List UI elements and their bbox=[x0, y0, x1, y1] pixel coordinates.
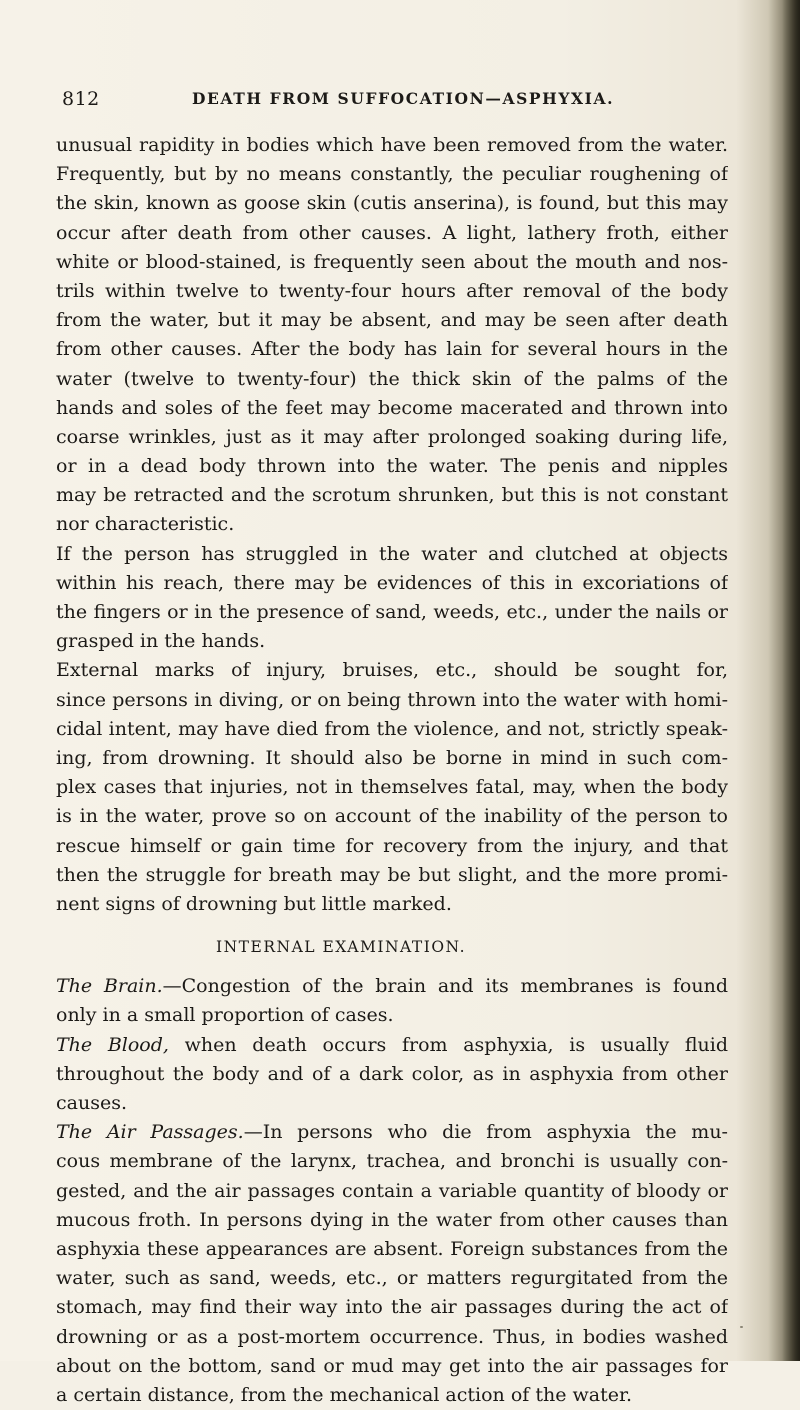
text-line: water, such as sand, weeds, etc., or matters regurgitated from the bbox=[56, 1267, 728, 1290]
text-line: stomach, may find their way into the air passages during the act of bbox=[56, 1296, 728, 1319]
text-line: unusual rapidity in bodies which have been removed from the water. bbox=[56, 134, 728, 156]
paragraph-drowning-signs bbox=[56, 131, 728, 540]
text-line: within his reach, there may be evidences of this in excoriations of bbox=[56, 571, 728, 594]
text-line bbox=[56, 1118, 728, 1147]
paragraph-blood bbox=[56, 1031, 728, 1119]
paragraph-external-injury bbox=[56, 656, 728, 919]
paragraph-brain bbox=[56, 972, 728, 1030]
running-head: DEATH FROM SUFFOCATION—ASPHYXIA. bbox=[192, 89, 615, 108]
page-number: 812 bbox=[62, 88, 100, 110]
text-line: the fingers or in the presence of sand, weeds, etc., under the nails or bbox=[56, 601, 728, 623]
text-line: or in a dead body thrown into the water. The penis and nipples bbox=[56, 455, 728, 478]
paper-speck bbox=[740, 1326, 743, 1328]
text-line: External marks of injury, bruises, etc., should be sought for, bbox=[56, 659, 728, 682]
text-line: rescue himself or gain time for recovery from the injury, and that bbox=[56, 834, 728, 857]
text-line: ing, from drowning. It should also be borne in mind in such com- bbox=[56, 746, 728, 769]
text-line: gested, and the air passages contain a variable quantity of bloody or bbox=[56, 1179, 728, 1202]
text-line: asphyxia these appearances are absent. Foreign substances from the bbox=[56, 1237, 728, 1260]
body-text bbox=[56, 131, 728, 1410]
subheading-blood: The Blood, bbox=[56, 1033, 169, 1056]
subheading-air-passages: The Air Passages. bbox=[56, 1121, 244, 1144]
air-first-line: —In persons who die from asphyxia the mu- bbox=[243, 1121, 728, 1144]
blood-first-line: when death occurs from asphyxia, is usually fluid bbox=[168, 1033, 728, 1056]
text-line: water (twelve to twenty-four) the thick skin of the palms of the bbox=[56, 367, 728, 390]
text-line: nent signs of drowning but little marked. bbox=[56, 892, 452, 915]
text-line: coarse wrinkles, just as it may after prolonged soaking during life, bbox=[56, 425, 728, 448]
text-line: throughout the body and of a dark color, as in asphyxia from other bbox=[56, 1062, 728, 1085]
text-line: about on the bottom, sand or mud may get into the air passages for bbox=[56, 1354, 728, 1377]
section-heading: INTERNAL EXAMINATION. bbox=[216, 938, 467, 957]
text-line: cous membrane of the larynx, trachea, and bronchi is usually con- bbox=[56, 1150, 728, 1173]
text-line: white or blood-stained, is frequently seen about the mouth and nos- bbox=[56, 250, 728, 273]
text-line: drowning or as a post-mortem occurrence. Thus, in bodies washed bbox=[56, 1325, 728, 1348]
text-line: grasped in the hands. bbox=[56, 630, 266, 653]
text-line: nor characteristic. bbox=[56, 513, 235, 536]
text-line: a certain distance, from the mechanical action of the water. bbox=[56, 1383, 633, 1406]
paragraph-air-passages bbox=[56, 1118, 728, 1410]
brain-first-line: —Congestion of the brain and its membranes is found bbox=[162, 975, 728, 998]
text-line: is in the water, prove so on account of the inability of the person to bbox=[56, 805, 728, 828]
paragraph-struggle-evidence bbox=[56, 540, 728, 657]
text-line: Frequently, but by no means constantly, the peculiar roughening of bbox=[56, 163, 728, 186]
text-line: occur after death from other causes. A light, lathery froth, either bbox=[56, 221, 728, 244]
page-edge-shadow bbox=[782, 0, 800, 1361]
text-line bbox=[56, 972, 728, 1001]
text-line: may be retracted and the scrotum shrunken, but this is not constant bbox=[56, 484, 728, 507]
text-line bbox=[56, 1031, 728, 1060]
text-line: plex cases that injuries, not in themselves fatal, may, when the body bbox=[56, 776, 728, 799]
text-line: the skin, known as goose skin (cutis anserina), is found, but this may bbox=[56, 192, 728, 215]
text-line: trils within twelve to twenty-four hours after removal of the body bbox=[56, 279, 728, 302]
text-line: only in a small proportion of cases. bbox=[56, 1004, 394, 1027]
page-header bbox=[62, 88, 712, 116]
text-line: hands and soles of the feet may become macerated and thrown into bbox=[56, 396, 728, 419]
text-line: If the person has struggled in the water and clutched at objects bbox=[56, 542, 728, 565]
text-line: causes. bbox=[56, 1092, 127, 1114]
text-line: cidal intent, may have died from the violence, and not, strictly speak- bbox=[56, 717, 728, 740]
subheading-brain: The Brain. bbox=[56, 975, 163, 998]
text-line: then the struggle for breath may be but slight, and the more promi- bbox=[56, 863, 728, 886]
text-line: since persons in diving, or on being thrown into the water with homi- bbox=[56, 688, 728, 711]
text-line: from the water, but it may be absent, and may be seen after death bbox=[56, 309, 728, 332]
text-line: from other causes. After the body has lain for several hours in the bbox=[56, 338, 728, 361]
text-line: mucous froth. In persons dying in the water from other causes than bbox=[56, 1208, 728, 1231]
